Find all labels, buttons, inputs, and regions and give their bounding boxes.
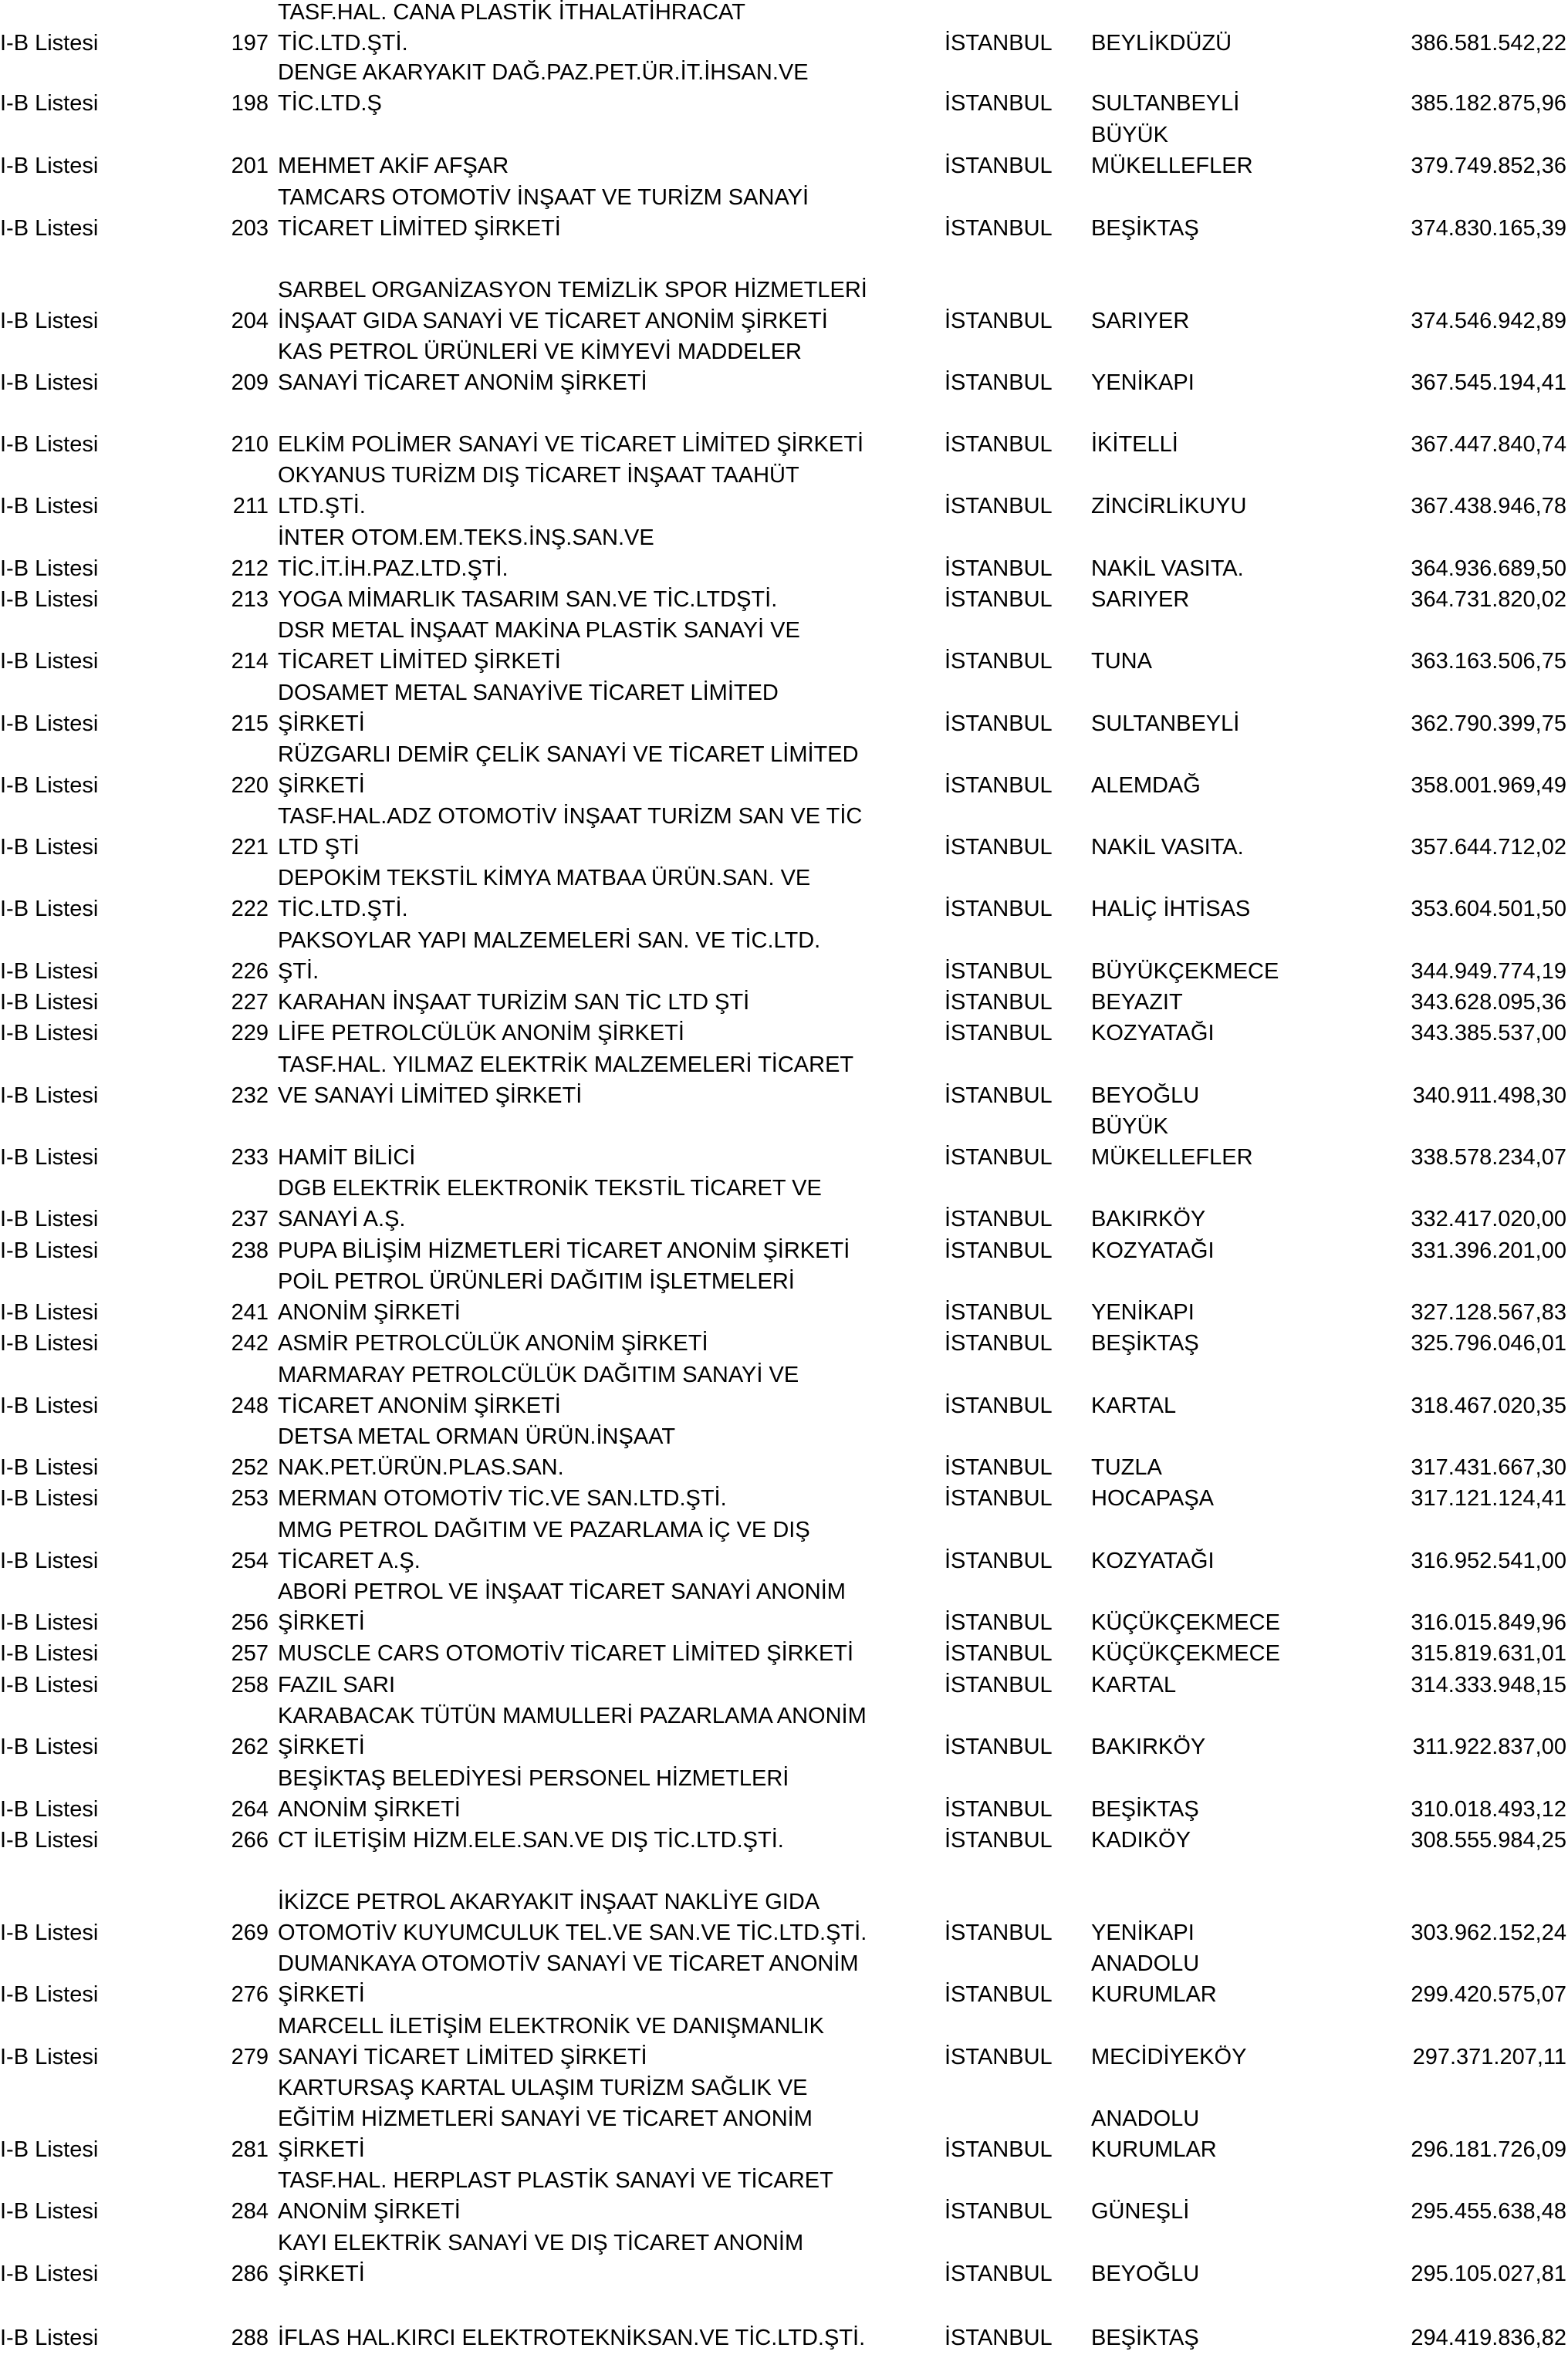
row-number-cell: 276 — [231, 1982, 269, 2007]
tax-office-cell: KÜÇÜKÇEKMECE — [1091, 1641, 1280, 1666]
table-row — [0, 185, 1568, 244]
list-cell: I-B Listesi — [0, 959, 99, 984]
amount-cell: 314.333.948,15 — [1411, 1673, 1566, 1698]
list-cell: I-B Listesi — [0, 1921, 99, 1945]
row-number-cell: 262 — [231, 1735, 269, 1759]
row-number-cell: 201 — [231, 154, 269, 178]
list-cell: I-B Listesi — [0, 1238, 99, 1263]
taxpayer-name-cell: HAMİT BİLİCİ — [278, 1145, 416, 1170]
tax-office-cell: SULTANBEYLİ — [1091, 711, 1240, 736]
tax-office-cell: SULTANBEYLİ — [1091, 91, 1240, 116]
tax-office-cell: BEŞİKTAŞ — [1091, 216, 1199, 241]
row-number-cell: 258 — [231, 1673, 269, 1698]
tax-office-cell: BEŞİKTAŞ — [1091, 2326, 1199, 2350]
list-cell: I-B Listesi — [0, 1021, 99, 1046]
tax-office-cell: BEYOĞLU — [1091, 1083, 1200, 1108]
table-row — [0, 1363, 1568, 1421]
taxpayer-name-cell: YOGA MİMARLIK TASARIM SAN.VE TİC.LTDŞTİ. — [278, 587, 778, 612]
table-row — [0, 60, 1568, 119]
tax-office-cell: KADIKÖY — [1091, 1828, 1191, 1853]
list-cell: I-B Listesi — [0, 587, 99, 612]
amount-cell: 358.001.969,49 — [1411, 773, 1566, 798]
table-row — [0, 1638, 1568, 1669]
table-row — [0, 1951, 1568, 2010]
taxpayer-name-cell: DENGE AKARYAKIT DAĞ.PAZ.PET.ÜR.İT.İHSAN.VE TİC.LTD.Ş — [278, 60, 809, 116]
tax-office-cell: BÜYÜK MÜKELLEFLER — [1091, 1114, 1253, 1170]
list-cell: I-B Listesi — [0, 1828, 99, 1853]
row-number-cell: 233 — [231, 1145, 269, 1170]
city-cell: İSTANBUL — [945, 1455, 1053, 1480]
city-cell: İSTANBUL — [945, 1207, 1053, 1231]
city-cell: İSTANBUL — [945, 2199, 1053, 2224]
amount-cell: 364.936.689,50 — [1411, 556, 1566, 581]
row-number-cell: 227 — [231, 990, 269, 1015]
row-number-cell: 215 — [231, 711, 269, 736]
amount-cell: 374.830.165,39 — [1411, 216, 1566, 241]
city-cell: İSTANBUL — [945, 959, 1053, 984]
amount-cell: 363.163.506,75 — [1411, 649, 1566, 674]
row-number-cell: 284 — [231, 2199, 269, 2224]
city-cell: İSTANBUL — [945, 2137, 1053, 2162]
list-cell: I-B Listesi — [0, 1300, 99, 1325]
row-number-cell: 220 — [231, 773, 269, 798]
city-cell: İSTANBUL — [945, 2045, 1053, 2069]
list-cell: I-B Listesi — [0, 897, 99, 921]
tax-office-cell: KOZYATAĞI — [1091, 1238, 1215, 1263]
taxpayer-name-cell: ABORİ PETROL VE İNŞAAT TİCARET SANAYİ ANONİM ŞİRKETİ — [278, 1579, 846, 1635]
row-number-cell: 197 — [231, 31, 269, 56]
amount-cell: 315.819.631,01 — [1411, 1641, 1566, 1666]
row-number-cell: 213 — [231, 587, 269, 612]
list-cell: I-B Listesi — [0, 2199, 99, 2224]
table-row — [0, 928, 1568, 987]
row-number-cell: 229 — [231, 1021, 269, 1046]
table-row — [0, 2323, 1568, 2353]
list-cell: I-B Listesi — [0, 556, 99, 581]
list-cell: I-B Listesi — [0, 1331, 99, 1356]
taxpayer-name-cell: DEPOKİM TEKSTİL KİMYA MATBAA ÜRÜN.SAN. VE TİC.LTD.ŞTİ. — [278, 866, 811, 921]
city-cell: İSTANBUL — [945, 897, 1053, 921]
taxpayer-name-cell: DSR METAL İNŞAAT MAKİNA PLASTİK SANAYİ VE TİCARET LİMİTED ŞİRKETİ — [278, 618, 800, 674]
city-cell: İSTANBUL — [945, 990, 1053, 1015]
taxpayer-name-cell: SARBEL ORGANİZASYON TEMİZLİK SPOR HİZMETLERİ İNŞAAT GIDA SANAYİ VE TİCARET ANONİM ŞİRKETİ — [278, 278, 867, 333]
taxpayer-name-cell: ASMİR PETROLCÜLÜK ANONİM ŞİRKETİ — [278, 1331, 708, 1356]
taxpayer-name-cell: DETSA METAL ORMAN ÜRÜN.İNŞAAT NAK.PET.ÜRÜN.PLAS.SAN. — [278, 1424, 676, 1480]
amount-cell: 303.962.152,24 — [1411, 1921, 1566, 1945]
table-row — [0, 429, 1568, 460]
tax-office-cell: BEŞİKTAŞ — [1091, 1797, 1199, 1822]
taxpayer-name-cell: DOSAMET METAL SANAYİVE TİCARET LİMİTED ŞİRKETİ — [278, 681, 779, 736]
amount-cell: 340.911.498,30 — [1412, 1083, 1566, 1108]
taxpayer-name-cell: PUPA BİLİŞİM HİZMETLERİ TİCARET ANONİM ŞİRKETİ — [278, 1238, 850, 1263]
table-row — [0, 618, 1568, 677]
city-cell: İSTANBUL — [945, 1331, 1053, 1356]
taxpayer-name-cell: POİL PETROL ÜRÜNLERİ DAĞITIM İŞLETMELERİ ANONİM ŞİRKETİ — [278, 1269, 795, 1325]
table-row — [0, 987, 1568, 1018]
city-cell: İSTANBUL — [945, 773, 1053, 798]
table-row — [0, 1269, 1568, 1328]
amount-cell: 317.431.667,30 — [1411, 1455, 1566, 1480]
city-cell: İSTANBUL — [945, 1083, 1053, 1108]
taxpayer-name-cell: TASF.HAL. HERPLAST PLASTİK SANAYİ VE TİCARET ANONİM ŞİRKETİ — [278, 2168, 833, 2224]
city-cell: İSTANBUL — [945, 1828, 1053, 1853]
taxpayer-name-cell: İFLAS HAL.KIRCI ELEKTROTEKNİKSAN.VE TİC.LTD.ŞTİ. — [278, 2326, 866, 2350]
amount-cell: 308.555.984,25 — [1411, 1828, 1566, 1853]
row-number-cell: 214 — [231, 649, 269, 674]
list-cell: I-B Listesi — [0, 649, 99, 674]
amount-cell: 332.417.020,00 — [1411, 1207, 1566, 1231]
row-number-cell: 210 — [231, 432, 269, 457]
table-row — [0, 2014, 1568, 2073]
list-cell: I-B Listesi — [0, 432, 99, 457]
table-row — [0, 1766, 1568, 1825]
city-cell: İSTANBUL — [945, 31, 1053, 56]
table-row — [0, 463, 1568, 522]
taxpayer-name-cell: TASF.HAL.ADZ OTOMOTİV İNŞAAT TURİZM SAN VE TİC LTD ŞTİ — [278, 804, 863, 860]
taxpayer-name-cell: MEHMET AKİF AFŞAR — [278, 154, 509, 178]
city-cell: İSTANBUL — [945, 1145, 1053, 1170]
taxpayer-name-cell: MARMARAY PETROLCÜLÜK DAĞITIM SANAYİ VE TİCARET ANONİM ŞİRKETİ — [278, 1363, 799, 1418]
table-row — [0, 2076, 1568, 2165]
table-row — [0, 1018, 1568, 1049]
row-number-cell: 264 — [231, 1797, 269, 1822]
city-cell: İSTANBUL — [945, 1394, 1053, 1418]
list-cell: I-B Listesi — [0, 154, 99, 178]
amount-cell: 297.371.207,11 — [1412, 2045, 1566, 2069]
taxpayer-name-cell: MUSCLE CARS OTOMOTİV TİCARET LİMİTED ŞİRKETİ — [278, 1641, 854, 1666]
taxpayer-name-cell: PAKSOYLAR YAPI MALZEMELERİ SAN. VE TİC.LTD. ŞTİ. — [278, 928, 821, 984]
tax-office-cell: HALİÇ İHTİSAS — [1091, 897, 1251, 921]
table-row — [0, 278, 1568, 336]
amount-cell: 374.546.942,89 — [1411, 309, 1566, 333]
table-row — [0, 804, 1568, 863]
amount-cell: 299.420.575,07 — [1411, 1982, 1566, 2007]
amount-cell: 386.581.542,22 — [1411, 31, 1566, 56]
city-cell: İSTANBUL — [945, 2326, 1053, 2350]
tax-office-cell: BAKIRKÖY — [1091, 1207, 1206, 1231]
table-row — [0, 2168, 1568, 2227]
city-cell: İSTANBUL — [945, 556, 1053, 581]
amount-cell: 327.128.567,83 — [1411, 1300, 1566, 1325]
row-number-cell: 281 — [231, 2137, 269, 2162]
tax-office-cell: BEŞİKTAŞ — [1091, 1331, 1199, 1356]
tax-office-cell: GÜNEŞLİ — [1091, 2199, 1190, 2224]
list-cell: I-B Listesi — [0, 1455, 99, 1480]
list-cell: I-B Listesi — [0, 1735, 99, 1759]
tax-office-cell: HOCAPAŞA — [1091, 1486, 1215, 1511]
table-row — [0, 1114, 1568, 1173]
row-number-cell: 269 — [231, 1921, 269, 1945]
amount-cell: 338.578.234,07 — [1411, 1145, 1566, 1170]
list-cell: I-B Listesi — [0, 1486, 99, 1511]
tax-office-cell: YENİKAPI — [1091, 1921, 1195, 1945]
table-row — [0, 1235, 1568, 1266]
row-number-cell: 252 — [231, 1455, 269, 1480]
row-number-cell: 226 — [231, 959, 269, 984]
row-number-cell: 198 — [231, 91, 269, 116]
row-number-cell: 211 — [232, 494, 269, 519]
tax-office-cell: BEYAZIT — [1091, 990, 1183, 1015]
row-number-cell: 221 — [231, 835, 269, 860]
tax-office-cell: ANADOLU KURUMLAR — [1091, 2106, 1217, 2162]
row-number-cell: 237 — [231, 1207, 269, 1231]
table-row — [0, 1825, 1568, 1856]
tax-office-cell: BÜYÜKÇEKMECE — [1091, 959, 1279, 984]
list-cell: I-B Listesi — [0, 835, 99, 860]
table-row — [0, 525, 1568, 584]
list-cell: I-B Listesi — [0, 1207, 99, 1231]
tax-office-cell: MECİDİYEKÖY — [1091, 2045, 1247, 2069]
row-number-cell: 266 — [231, 1828, 269, 1853]
table-row — [0, 1052, 1568, 1111]
taxpayer-name-cell: OKYANUS TURİZM DIŞ TİCARET İNŞAAT TAAHÜT LTD.ŞTİ. — [278, 463, 799, 519]
list-cell: I-B Listesi — [0, 2326, 99, 2350]
list-cell: I-B Listesi — [0, 31, 99, 56]
amount-cell: 311.922.837,00 — [1412, 1735, 1566, 1759]
taxpayer-name-cell: KARAHAN İNŞAAT TURİZİM SAN TİC LTD ŞTİ — [278, 990, 750, 1015]
amount-cell: 379.749.852,36 — [1411, 154, 1566, 178]
tax-office-cell: NAKİL VASITA. — [1091, 835, 1244, 860]
amount-cell: 325.796.046,01 — [1411, 1331, 1566, 1356]
city-cell: İSTANBUL — [945, 1673, 1053, 1698]
row-number-cell: 257 — [231, 1641, 269, 1666]
list-cell: I-B Listesi — [0, 1641, 99, 1666]
row-number-cell: 256 — [231, 1610, 269, 1635]
tax-office-cell: İKİTELLİ — [1091, 432, 1178, 457]
list-cell: I-B Listesi — [0, 1549, 99, 1573]
row-number-cell: 222 — [231, 897, 269, 921]
row-number-cell: 254 — [231, 1549, 269, 1573]
amount-cell: 344.949.774,19 — [1411, 959, 1566, 984]
taxpayer-name-cell: BEŞİKTAŞ BELEDİYESİ PERSONEL HİZMETLERİ ANONİM ŞİRKETİ — [278, 1766, 789, 1822]
amount-cell: 357.644.712,02 — [1411, 835, 1566, 860]
row-number-cell: 242 — [231, 1331, 269, 1356]
table-row — [0, 742, 1568, 801]
city-cell: İSTANBUL — [945, 1735, 1053, 1759]
amount-cell: 343.628.095,36 — [1411, 990, 1566, 1015]
city-cell: İSTANBUL — [945, 1238, 1053, 1263]
city-cell: İSTANBUL — [945, 1610, 1053, 1635]
city-cell: İSTANBUL — [945, 2262, 1053, 2286]
list-cell: I-B Listesi — [0, 773, 99, 798]
tax-office-cell: KARTAL — [1091, 1394, 1177, 1418]
amount-cell: 331.396.201,00 — [1411, 1238, 1566, 1263]
city-cell: İSTANBUL — [945, 1300, 1053, 1325]
list-cell: I-B Listesi — [0, 990, 99, 1015]
table-row — [0, 1579, 1568, 1638]
taxpayer-name-cell: KARABACAK TÜTÜN MAMULLERİ PAZARLAMA ANONİM ŞİRKETİ — [278, 1704, 867, 1759]
table-row — [0, 584, 1568, 615]
city-cell: İSTANBUL — [945, 1797, 1053, 1822]
city-cell: İSTANBUL — [945, 1641, 1053, 1666]
row-number-cell: 238 — [231, 1238, 269, 1263]
amount-cell: 317.121.124,41 — [1411, 1486, 1566, 1511]
amount-cell: 295.455.638,48 — [1411, 2199, 1566, 2224]
list-cell: I-B Listesi — [0, 1797, 99, 1822]
table-row — [0, 1704, 1568, 1762]
table-row — [0, 340, 1568, 398]
list-cell: I-B Listesi — [0, 370, 99, 395]
row-number-cell: 232 — [231, 1083, 269, 1108]
taxpayer-name-cell: ELKİM POLİMER SANAYİ VE TİCARET LİMİTED ŞİRKETİ — [278, 432, 864, 457]
city-cell: İSTANBUL — [945, 309, 1053, 333]
list-cell: I-B Listesi — [0, 216, 99, 241]
amount-cell: 310.018.493,12 — [1411, 1797, 1566, 1822]
amount-cell: 362.790.399,75 — [1411, 711, 1566, 736]
taxpayer-name-cell: RÜZGARLI DEMİR ÇELİK SANAYİ VE TİCARET LİMİTED ŞİRKETİ — [278, 742, 859, 798]
tax-office-cell: TUNA — [1091, 649, 1152, 674]
city-cell: İSTANBUL — [945, 494, 1053, 519]
list-cell: I-B Listesi — [0, 1673, 99, 1698]
city-cell: İSTANBUL — [945, 1486, 1053, 1511]
list-cell: I-B Listesi — [0, 711, 99, 736]
tax-office-cell: ALEMDAĞ — [1091, 773, 1201, 798]
taxpayer-name-cell: KARTURSAŞ KARTAL ULAŞIM TURİZM SAĞLIK VE EĞİTİM HİZMETLERİ SANAYİ VE TİCARET ANONİM ŞİRKETİ — [278, 2076, 813, 2162]
amount-cell: 318.467.020,35 — [1411, 1394, 1566, 1418]
city-cell: İSTANBUL — [945, 587, 1053, 612]
amount-cell: 294.419.836,82 — [1411, 2326, 1566, 2350]
table-row — [0, 681, 1568, 739]
amount-cell: 353.604.501,50 — [1411, 897, 1566, 921]
taxpayer-name-cell: TAMCARS OTOMOTİV İNŞAAT VE TURİZM SANAYİ TİCARET LİMİTED ŞİRKETİ — [278, 185, 809, 241]
tax-office-cell: ANADOLU KURUMLAR — [1091, 1951, 1217, 2007]
city-cell: İSTANBUL — [945, 835, 1053, 860]
tax-office-cell: YENİKAPI — [1091, 1300, 1195, 1325]
amount-cell: 316.952.541,00 — [1411, 1549, 1566, 1573]
taxpayer-name-cell: MERMAN OTOMOTİV TİC.VE SAN.LTD.ŞTİ. — [278, 1486, 727, 1511]
tax-office-cell: BEYOĞLU — [1091, 2262, 1200, 2286]
row-number-cell: 253 — [231, 1486, 269, 1511]
amount-cell: 367.447.840,74 — [1411, 432, 1566, 457]
table-row — [0, 0, 1568, 59]
taxpayer-name-cell: İNTER OTOM.EM.TEKS.İNŞ.SAN.VE TİC.İT.İH.PAZ.LTD.ŞTİ. — [278, 525, 654, 581]
taxpayer-name-cell: CT İLETİŞİM HİZM.ELE.SAN.VE DIŞ TİC.LTD.ŞTİ. — [278, 1828, 784, 1853]
tax-office-cell: NAKİL VASITA. — [1091, 556, 1244, 581]
city-cell: İSTANBUL — [945, 1921, 1053, 1945]
city-cell: İSTANBUL — [945, 91, 1053, 116]
taxpayer-name-cell: LİFE PETROLCÜLÜK ANONİM ŞİRKETİ — [278, 1021, 684, 1046]
taxpayer-name-cell: KAS PETROL ÜRÜNLERİ VE KİMYEVİ MADDELER SANAYİ TİCARET ANONİM ŞİRKETİ — [278, 340, 802, 395]
taxpayer-name-cell: MARCELL İLETİŞİM ELEKTRONİK VE DANIŞMANLIK SANAYİ TİCARET LİMİTED ŞİRKETİ — [278, 2014, 824, 2069]
amount-cell: 364.731.820,02 — [1411, 587, 1566, 612]
tax-office-cell: BÜYÜK MÜKELLEFLER — [1091, 123, 1253, 178]
row-number-cell: 203 — [231, 216, 269, 241]
table-row — [0, 1328, 1568, 1359]
taxpayer-name-cell: DGB ELEKTRİK ELEKTRONİK TEKSTİL TİCARET VE SANAYİ A.Ş. — [278, 1176, 822, 1231]
row-number-cell: 212 — [231, 556, 269, 581]
amount-cell: 295.105.027,81 — [1411, 2262, 1566, 2286]
tax-office-cell: SARIYER — [1091, 309, 1190, 333]
table-row — [0, 866, 1568, 924]
tax-office-cell: KÜÇÜKÇEKMECE — [1091, 1610, 1280, 1635]
list-cell: I-B Listesi — [0, 2262, 99, 2286]
table-row — [0, 2231, 1568, 2289]
list-cell: I-B Listesi — [0, 1083, 99, 1108]
tax-office-cell: BAKIRKÖY — [1091, 1735, 1206, 1759]
list-cell: I-B Listesi — [0, 1145, 99, 1170]
taxpayer-name-cell: FAZIL SARI — [278, 1673, 396, 1698]
table-row — [0, 1518, 1568, 1576]
amount-cell: 316.015.849,96 — [1411, 1610, 1566, 1635]
row-number-cell: 204 — [231, 309, 269, 333]
city-cell: İSTANBUL — [945, 1549, 1053, 1573]
amount-cell: 367.438.946,78 — [1411, 494, 1566, 519]
row-number-cell: 209 — [231, 370, 269, 395]
table-row — [0, 1424, 1568, 1483]
list-cell: I-B Listesi — [0, 1610, 99, 1635]
table-row — [0, 1670, 1568, 1701]
tax-office-cell: SARIYER — [1091, 587, 1190, 612]
amount-cell: 296.181.726,09 — [1411, 2137, 1566, 2162]
tax-office-cell: KARTAL — [1091, 1673, 1177, 1698]
row-number-cell: 248 — [231, 1394, 269, 1418]
tax-office-cell: ZİNCİRLİKUYU — [1091, 494, 1247, 519]
list-cell: I-B Listesi — [0, 494, 99, 519]
amount-cell: 385.182.875,96 — [1411, 91, 1566, 116]
table-row — [0, 1483, 1568, 1514]
row-number-cell: 279 — [231, 2045, 269, 2069]
city-cell: İSTANBUL — [945, 432, 1053, 457]
city-cell: İSTANBUL — [945, 711, 1053, 736]
taxpayer-name-cell: DUMANKAYA OTOMOTİV SANAYİ VE TİCARET ANONİM ŞİRKETİ — [278, 1951, 859, 2007]
taxpayer-name-cell: TASF.HAL. CANA PLASTİK İTHALATİHRACAT TİC.LTD.ŞTİ. — [278, 0, 745, 56]
list-cell: I-B Listesi — [0, 1394, 99, 1418]
list-cell: I-B Listesi — [0, 309, 99, 333]
table-row — [0, 1890, 1568, 1948]
amount-cell: 367.545.194,41 — [1411, 370, 1566, 395]
city-cell: İSTANBUL — [945, 154, 1053, 178]
amount-cell: 343.385.537,00 — [1411, 1021, 1566, 1046]
taxpayer-name-cell: TASF.HAL. YILMAZ ELEKTRİK MALZEMELERİ TİCARET VE SANAYİ LİMİTED ŞİRKETİ — [278, 1052, 854, 1108]
tax-office-cell: BEYLİKDÜZÜ — [1091, 31, 1232, 56]
list-cell: I-B Listesi — [0, 1982, 99, 2007]
list-cell: I-B Listesi — [0, 91, 99, 116]
tax-office-cell: KOZYATAĞI — [1091, 1549, 1215, 1573]
row-number-cell: 286 — [231, 2262, 269, 2286]
tax-office-cell: YENİKAPI — [1091, 370, 1195, 395]
city-cell: İSTANBUL — [945, 1982, 1053, 2007]
table-row — [0, 123, 1568, 181]
row-number-cell: 241 — [231, 1300, 269, 1325]
taxpayer-name-cell: İKİZCE PETROL AKARYAKIT İNŞAAT NAKLİYE GIDA OTOMOTİV KUYUMCULUK TEL.VE SAN.VE TİC.LTD.ŞTİ. — [278, 1890, 867, 1945]
list-cell: I-B Listesi — [0, 2045, 99, 2069]
taxpayer-name-cell: MMG PETROL DAĞITIM VE PAZARLAMA İÇ VE DIŞ TİCARET A.Ş. — [278, 1518, 810, 1573]
city-cell: İSTANBUL — [945, 370, 1053, 395]
list-cell: I-B Listesi — [0, 2137, 99, 2162]
tax-office-cell: TUZLA — [1091, 1455, 1162, 1480]
city-cell: İSTANBUL — [945, 649, 1053, 674]
city-cell: İSTANBUL — [945, 216, 1053, 241]
city-cell: İSTANBUL — [945, 1021, 1053, 1046]
row-number-cell: 288 — [231, 2326, 269, 2350]
taxpayer-name-cell: KAYI ELEKTRİK SANAYİ VE DIŞ TİCARET ANONİM ŞİRKETİ — [278, 2231, 804, 2286]
tax-office-cell: KOZYATAĞI — [1091, 1021, 1215, 1046]
table-row — [0, 1176, 1568, 1235]
